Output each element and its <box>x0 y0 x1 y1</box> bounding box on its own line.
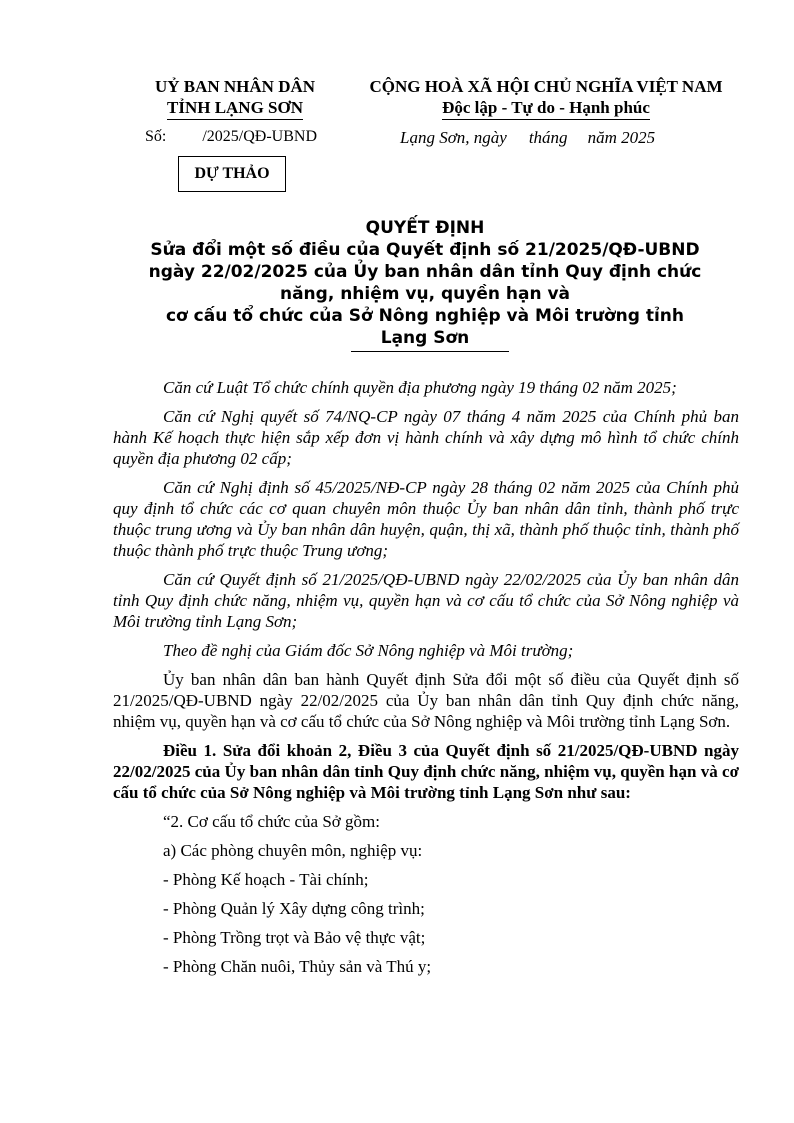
proposal-basis: Theo đề nghị của Giám đốc Sở Nông nghiệp và Môi trường; <box>163 641 574 660</box>
title-main: QUYẾT ĐỊNH <box>365 218 485 238</box>
agency-line-2: TỈNH LẠNG SƠN <box>167 97 303 120</box>
draft-stamp: DỰ THẢO <box>178 156 286 192</box>
enactment-clause: Ủy ban nhân dân ban hành Quyết định Sửa đổi một số điều của Quyết định số 21/2025/QĐ-UBND ngày 22/02/2025 của Ủy ban nhân dân tỉnh Quy định chức năng, nhiệm vụ, quyền hạn và cơ cấu tổ chức của Sở Nông nghiệp và Môi trường tỉnh Lạng Sơn. <box>113 670 739 731</box>
so-value: /2025/QĐ-UBND <box>202 128 318 145</box>
list-item: - Phòng Trồng trọt và Bảo vệ thực vật; <box>163 928 426 947</box>
list-item: a) Các phòng chuyên môn, nghiệp vụ: <box>163 841 423 860</box>
title-divider <box>351 351 509 352</box>
legal-basis-2: Căn cứ Nghị quyết số 74/NQ-CP ngày 07 tháng 4 năm 2025 của Chính phủ ban hành Kế hoạch thực hiện sắp xếp đơn vị hành chính và xây dựng mô hình tổ chức chính quyền địa phương 02 cấp; <box>113 407 739 468</box>
date-part-3: năm 2025 <box>587 128 656 147</box>
title-sub-line-3: năng, nhiệm vụ, quyền hạn và <box>279 284 571 304</box>
national-header <box>355 76 737 120</box>
date-part-1: Lạng Sơn, ngày <box>400 128 507 147</box>
legal-basis-1: Căn cứ Luật Tổ chức chính quyền địa phương ngày 19 tháng 02 năm 2025; <box>163 378 677 397</box>
issue-date <box>400 128 655 148</box>
document-title <box>110 217 740 349</box>
list-item: - Phòng Chăn nuôi, Thủy sản và Thú y; <box>163 957 432 976</box>
legal-basis-4: Căn cứ Quyết định số 21/2025/QĐ-UBND ngày 22/02/2025 của Ủy ban nhân dân tỉnh Quy định chức năng, nhiệm vụ, quyền hạn và cơ cấu tổ chức của Sở Nông nghiệp và Môi trường tỉnh Lạng Sơn; <box>113 570 739 631</box>
title-sub-line-2: ngày 22/02/2025 của Ủy ban nhân dân tỉnh Quy định chức <box>148 262 702 282</box>
document-body <box>113 377 739 985</box>
article-1: Điều 1. Sửa đổi khoản 2, Điều 3 của Quyết định số 21/2025/QĐ-UBND ngày 22/02/2025 của Ủy ban nhân dân tỉnh Quy định chức năng, nhiệm vụ, quyền hạn và cơ cấu tổ chức của Sở Nông nghiệp và Môi trường tỉnh Lạng Sơn như sau: <box>113 741 739 802</box>
list-item: - Phòng Kế hoạch - Tài chính; <box>163 870 369 889</box>
motto: Độc lập - Tự do - Hạnh phúc <box>442 97 650 120</box>
agency-line-1: UỶ BAN NHÂN DÂN <box>154 77 316 96</box>
title-sub-line-4: cơ cấu tổ chức của Sở Nông nghiệp và Môi trường tỉnh <box>165 306 685 326</box>
issuing-agency <box>135 76 335 120</box>
title-sub-line-5: Lạng Sơn <box>380 328 470 348</box>
date-part-2: tháng <box>528 128 568 147</box>
document-number <box>145 128 317 146</box>
title-sub-line-1: Sửa đổi một số điều của Quyết định số 21/2025/QĐ-UBND <box>150 240 700 260</box>
country-line: CỘNG HOÀ XÃ HỘI CHỦ NGHĨA VIỆT NAM <box>369 77 723 96</box>
list-item: - Phòng Quản lý Xây dựng công trình; <box>163 899 425 918</box>
legal-basis-3: Căn cứ Nghị định số 45/2025/NĐ-CP ngày 28 tháng 02 năm 2025 của Chính phủ quy định tổ chức các cơ quan chuyên môn thuộc Ủy ban nhân dân tỉnh, thành phố trực thuộc trung ương và Ủy ban nhân dân huyện, quận, thị xã, thành phố thuộc tỉnh, thành phố thuộc thành phố trực thuộc Trung ương; <box>113 478 739 560</box>
so-label: Số: <box>145 128 167 145</box>
list-item: “2. Cơ cấu tổ chức của Sở gồm: <box>163 812 380 831</box>
